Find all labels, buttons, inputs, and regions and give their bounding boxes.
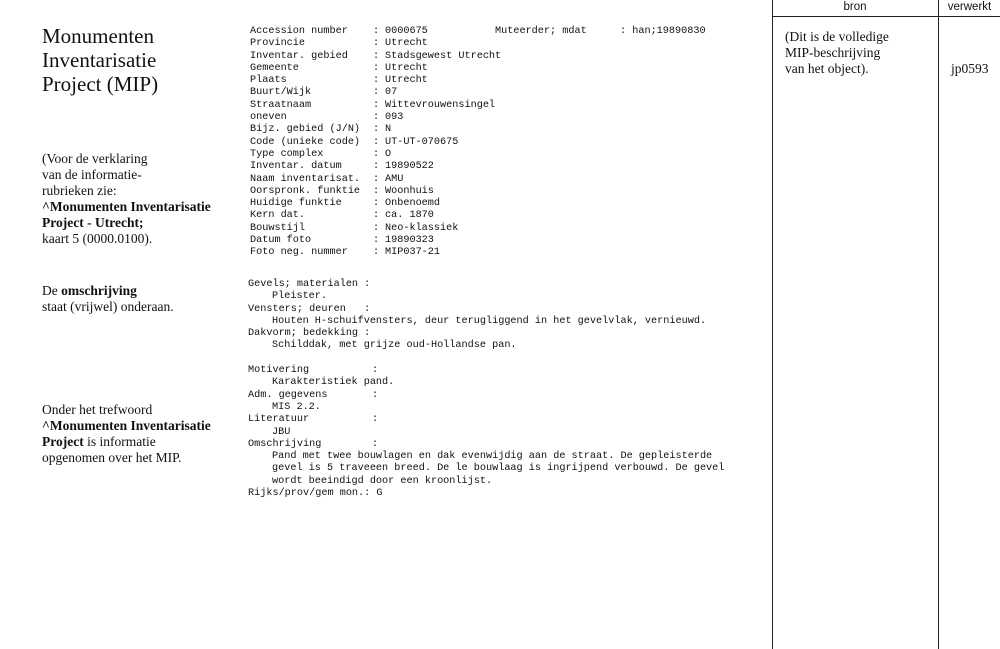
record-field-row [250, 174, 501, 186]
column-divider [772, 0, 773, 649]
field-value: 19890522 [385, 161, 434, 173]
vensters-label: Vensters; deuren : [248, 303, 371, 315]
field-separator: : [373, 62, 380, 74]
adm-label: Adm. gegevens [248, 389, 328, 401]
note-bold-word: Project [42, 434, 84, 449]
adm-value: MIS 2.2. [272, 401, 321, 413]
field-value: Neo-klassiek [385, 222, 459, 234]
muteerder-value: : han;19890830 [620, 26, 706, 37]
rijks-label: Rijks/prov/gem mon.: [248, 488, 371, 500]
motivering-label: Motivering [248, 365, 310, 377]
field-value: Woonhuis [385, 185, 434, 197]
field-label: Inventar. gebied [250, 50, 348, 62]
record-field-row [250, 161, 501, 173]
record-field-row [250, 51, 501, 63]
field-value: 0000675 [385, 26, 428, 37]
field-separator: : [373, 50, 380, 62]
explanation-note [42, 151, 242, 247]
note-prefix: De [42, 283, 62, 298]
omschrijving-note [42, 283, 242, 315]
record-field-row [250, 112, 501, 124]
separator: : [372, 414, 379, 426]
field-label: Kern dat. [250, 210, 306, 222]
note-line: kaart 5 (0000.0100). [42, 231, 153, 246]
field-label: Straatnaam [250, 99, 312, 111]
field-value: AMU [385, 173, 404, 185]
field-label: Buurt/Wijk [250, 87, 312, 99]
field-separator: : [373, 247, 380, 259]
title-line-3: Project (MIP) [42, 72, 159, 96]
field-separator: : [373, 99, 380, 111]
field-label: Inventar. datum [250, 161, 342, 173]
note-bold-line: Project - Utrecht; [42, 215, 144, 230]
field-separator: : [373, 38, 380, 50]
field-label: oneven [250, 112, 287, 124]
field-separator: : [373, 136, 380, 148]
verwerkt-value: jp0593 [951, 61, 989, 76]
literatuur-value: JBU [272, 426, 291, 438]
record-field-row [250, 137, 501, 149]
field-value: 19890323 [385, 235, 434, 247]
dakvorm-label: Dakvorm; bedekking : [248, 328, 371, 340]
motivering-value: Karakteristiek pand. [272, 377, 395, 389]
title-line-2: Inventarisatie [42, 48, 157, 72]
field-value: ca. 1870 [385, 210, 434, 222]
field-separator: : [373, 87, 380, 99]
omschrijving-label: Omschrijving [248, 438, 322, 450]
note-line: van de informatie- [42, 167, 142, 182]
record-field-row [250, 223, 501, 235]
record-field-row [250, 198, 501, 210]
note-line: rubrieken zie: [42, 183, 117, 198]
field-separator: : [373, 112, 380, 124]
record-field-row [250, 63, 501, 75]
field-label: Accession number [250, 26, 348, 37]
field-value: Utrecht [385, 62, 428, 74]
record-field-row [250, 235, 501, 247]
note-line: staat (vrijwel) onderaan. [42, 299, 174, 314]
field-label: Code (unieke code) [250, 136, 361, 148]
omschrijving-line: wordt beeindigd door een kroonlijst. [272, 475, 493, 487]
omschrijving-line: gevel is 5 traveeen breed. De le bouwlaag is ingrijpend verbouwd. De gevel [272, 463, 725, 475]
column-header-bron: bron [843, 1, 867, 13]
title-line-1: Monumenten [42, 24, 154, 48]
field-label: Plaats [250, 75, 287, 87]
header-rule [772, 16, 1000, 17]
bron-line: van het object). [785, 61, 869, 76]
note-line: (Voor de verklaring [42, 151, 148, 166]
field-separator: : [373, 148, 380, 160]
record-field-row [250, 87, 501, 99]
field-label: Type complex [250, 148, 324, 160]
rijks-value: G [376, 488, 383, 500]
bron-line: (Dit is de volledige [785, 29, 889, 44]
record-field-row [250, 149, 501, 161]
page-title [42, 24, 242, 96]
field-separator: : [373, 222, 380, 234]
field-label: Foto neg. nummer [250, 247, 348, 259]
field-label: Gemeente [250, 62, 299, 74]
field-value: O [385, 148, 392, 160]
field-value: 093 [385, 112, 404, 124]
field-list [250, 26, 501, 260]
bron-note [785, 29, 889, 77]
note-line: opgenomen over het MIP. [42, 450, 182, 465]
record-field-row [250, 186, 501, 198]
field-value: Utrecht [385, 75, 428, 87]
record-field-row [250, 75, 501, 87]
field-label: Huidige funktie [250, 198, 342, 210]
vensters-value: Houten H-schuifvensters, deur terugliggend in het gevelvlak, vernieuwd. [272, 315, 707, 327]
field-label: Bijz. gebied (J/N) [250, 124, 361, 136]
field-label: Datum foto [250, 235, 312, 247]
field-label: Bouwstijl [250, 222, 306, 234]
gevels-label: Gevels; materialen : [248, 279, 371, 290]
record-field-row [250, 124, 501, 136]
field-value: 07 [385, 87, 398, 99]
note-bold-word: omschrijving [61, 283, 137, 298]
field-value: UT-UT-070675 [385, 136, 459, 148]
separator: : [372, 438, 379, 450]
muteerder-label: Muteerder; mdat [495, 26, 587, 37]
field-value: Stadsgewest Utrecht [385, 50, 502, 62]
record-field-row [250, 210, 501, 222]
omschrijving-line: Pand met twee bouwlagen en dak evenwijdig aan de straat. De gepleisterde [272, 451, 713, 463]
field-value: MIP037-21 [385, 247, 441, 259]
column-divider [938, 0, 939, 649]
field-separator: : [373, 26, 380, 37]
record-field-row [250, 26, 501, 38]
separator: : [372, 365, 379, 377]
field-separator: : [373, 210, 380, 222]
gevels-value: Pleister. [272, 291, 328, 303]
record-fields [250, 26, 706, 260]
field-separator: : [373, 185, 380, 197]
trefwoord-note [42, 402, 242, 466]
note-text: is informatie [83, 434, 156, 449]
field-separator: : [373, 173, 380, 185]
field-value: Wittevrouwensingel [385, 99, 496, 111]
field-value: Onbenoemd [385, 198, 441, 210]
field-value: Utrecht [385, 38, 428, 50]
field-separator: : [373, 75, 380, 87]
record-field-row [250, 38, 501, 50]
note-bold-line: ^Monumenten Inventarisatie [42, 418, 211, 433]
note-bold-line: ^Monumenten Inventarisatie [42, 199, 211, 214]
column-header-verwerkt: verwerkt [947, 1, 992, 13]
field-label: Oorspronk. funktie [250, 185, 361, 197]
note-line: Onder het trefwoord [42, 402, 153, 417]
field-separator: : [373, 235, 380, 247]
record-field-row [250, 247, 501, 259]
record-field-row [250, 100, 501, 112]
description-block [248, 279, 724, 500]
field-separator: : [373, 198, 380, 210]
field-label: Provincie [250, 38, 306, 50]
field-separator: : [373, 124, 380, 136]
separator: : [372, 389, 379, 401]
field-separator: : [373, 161, 380, 173]
literatuur-label: Literatuur [248, 414, 310, 426]
dakvorm-value: Schilddak, met grijze oud-Hollandse pan. [272, 340, 517, 352]
field-value: N [385, 124, 392, 136]
field-label: Naam inventarisat. [250, 173, 361, 185]
bron-line: MIP-beschrijving [785, 45, 881, 60]
